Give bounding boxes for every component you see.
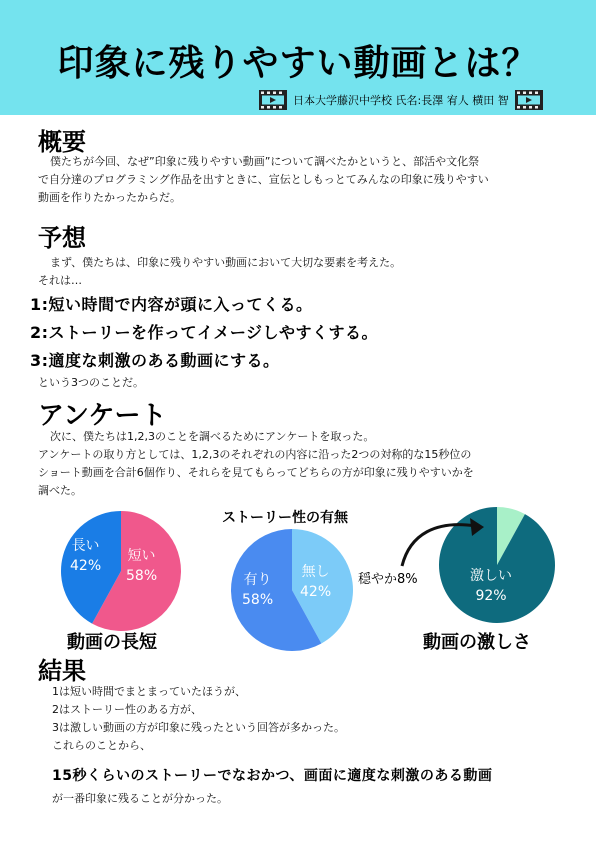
- section-heading-survey: アンケート: [38, 401, 167, 431]
- hypothesis-point: 3:適度な刺激のある動画にする。: [30, 351, 280, 370]
- annotation-calm: 穏やか8%: [358, 572, 418, 587]
- results-line: 1は短い時間でまとまっていたほうが、: [52, 685, 246, 698]
- header-banner: [0, 0, 596, 115]
- film-strip-icon: [515, 90, 543, 110]
- chart-title-length: 動画の長短: [67, 632, 157, 653]
- hypothesis-outro: という3つのことだ。: [38, 376, 144, 389]
- slice-label-yes: 有り 58%: [242, 572, 274, 608]
- slice-label-no: 無し 42%: [300, 564, 332, 600]
- slice-label-short: 短い 58%: [126, 548, 158, 584]
- overview-line: 僕たちが今回、なぜ”印象に残りやすい動画”について調べたかというと、部活や文化祭: [50, 155, 480, 168]
- author-byline: 日本大学藤沢中学校 氏名:長澤 宥人 横田 智: [293, 94, 509, 107]
- results-conclusion-bold: 15秒くらいのストーリーでなおかつ、画面に適度な刺激のある動画: [52, 768, 493, 784]
- section-heading-results: 結果: [38, 657, 86, 685]
- arrow-icon: [396, 510, 488, 570]
- slice-label-long: 長い 42%: [70, 538, 102, 574]
- survey-paragraph: [38, 428, 474, 500]
- results-line: 3は激しい動画の方が印象に残ったという回答が多かった。: [52, 721, 345, 734]
- results-conclusion-end: が一番印象に残ることが分かった。: [52, 792, 228, 805]
- overview-line: で自分達のプログラミング作品を出すときに、宣伝としもっとてみんなの印象に残りやすい: [38, 173, 489, 186]
- hypothesis-lead: それは…: [38, 274, 82, 287]
- slice-label-intense: 激しい 92%: [470, 568, 512, 604]
- overview-line: 動画を作りたかったからだ。: [38, 191, 181, 204]
- byline-row: [259, 89, 543, 111]
- section-heading-overview: 概要: [38, 128, 86, 156]
- survey-line: 次に、僕たちは1,2,3のことを調べるためにアンケートを取った。: [50, 430, 375, 443]
- hypothesis-point: 1:短い時間で内容が頭に入ってくる。: [30, 295, 313, 314]
- overview-paragraph: [38, 153, 489, 207]
- survey-line: ショート動画を合計6個作り、それらを見てもらってどちらの方が印象に残りやすいかを: [38, 466, 474, 479]
- hypothesis-intro: まず、僕たちは、印象に残りやすい動画において大切な要素を考えた。: [50, 256, 402, 269]
- survey-line: アンケートの取り方としては、1,2,3のそれぞれの内容に沿った2つの対称的な15秒位の: [38, 448, 472, 461]
- section-heading-hypothesis: 予想: [38, 224, 86, 252]
- results-line: 2はストーリー性のある方が、: [52, 703, 202, 716]
- hypothesis-point: 2:ストーリーを作ってイメージしやすくする。: [30, 323, 379, 342]
- page-title: 印象に残りやすい動画とは？: [57, 43, 539, 84]
- chart-title-story: ストーリー性の有無: [222, 510, 348, 526]
- chart-title-intensity: 動画の激しさ: [423, 632, 531, 653]
- survey-line: 調べた。: [38, 484, 82, 497]
- results-paragraph: [52, 683, 345, 755]
- film-strip-icon: [259, 90, 287, 110]
- results-line: これらのことから、: [52, 739, 151, 752]
